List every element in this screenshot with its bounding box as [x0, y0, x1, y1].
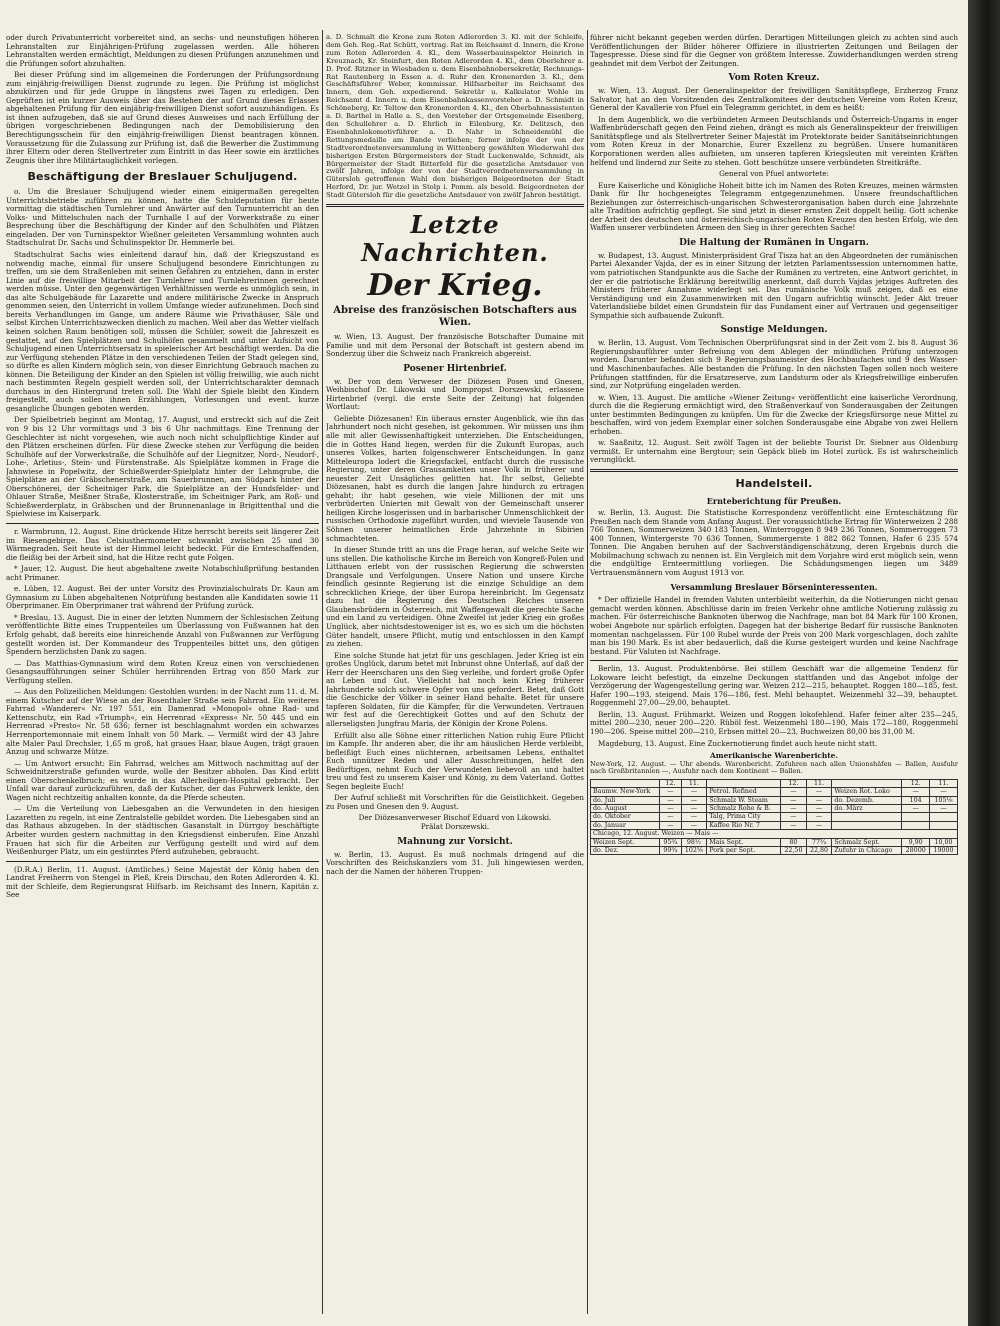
table-row — [591, 838, 958, 846]
paragraph: r. Warmbrunn, 12. August. Eine drückende Hitze herrscht bereits seit längerer Zeit im Riesengebirge. Das Celsiusthermometer schwankt zwischen 25 und 30 Wärmegraden. Seit heute ist der Himmel leicht bedeckt. Für die Ernteschaffenden, die fleißig bei der Arbeit sind, hat die Hitze recht gute Folgen. — [6, 526, 319, 562]
paragraph: * Der offizielle Handel in fremden Valuten unterbleibt weiterhin, da die Notierungen nicht genau gemacht werden können. Abschlüsse darin im freien Verkehr ohne amtliche Notierung zulässig zu machen. Für österreichische Banknoten überwog die Nachfrage, man bot 84 Mark für 100 Kronen, wobei Angebote nur spärlich erfolgten. Dagegen hat der bisherige Bedarf für russische Banknoten momentan nachgelassen. Für 100 Rubel wurde der Preis von 200 Mark vorgeschlagen, doch zahlte man bis 190 Mark. Es ist aber bedauerlich, daß die Kurse gesteigert wurden und keine Nachfrage bestand. Für Valuten ist Nachfrage. — [590, 595, 958, 656]
table-cell: — — [660, 796, 681, 804]
table-cell: do. Juli — [591, 796, 660, 804]
book-binding-edge — [968, 0, 1000, 1326]
table-cell: — — [781, 805, 807, 813]
table-cell: Weizen Sept. — [591, 838, 660, 846]
paragraph: Erfüllt also alle Söhne einer ritterlichen Nation ruhig Eure Pflicht im Kampfe. Ihr anderen aber, die ihr am häuslichen Herde verbleibt, befleißigt Euch eines nüchternen, arbeitsamen Lebens, enthaltet Euch unnützer Reden und aller Ausschreitungen, helfet den Bedürftigen, nehmt Euch der Verwundeten liebevoll an und haltet treu und fest zu unserem Kaiser und König, zu dem Vaterland. Gottes Segen begleite Euch! — [326, 730, 584, 791]
article-heading: Posener Hirtenbrief. — [403, 363, 507, 374]
table-cell: 98½ — [681, 838, 707, 846]
divider — [590, 660, 958, 661]
table-cell: 9,90 — [902, 838, 930, 846]
table-cell: 28000 — [902, 847, 930, 855]
table-cell: 80 — [781, 838, 807, 846]
table-cell — [930, 813, 958, 821]
table-cell: Mais Sept. — [707, 838, 781, 846]
paragraph: Magdeburg, 13. August. Eine Zuckernotierung findet auch heute nicht statt. — [598, 738, 878, 748]
paragraph: w. Wien, 13. August. Der Generalinspektor der freiwilligen Sanitätspflege, Erzherzog Franz Salvator, hat an den Vorsitzenden des Zentralkomitees der deutschen Vereine vom Roten Kreuz, General der Kavallerie von Pfuel ein Telegramm gerichtet, in dem es heißt: — [590, 86, 958, 113]
table-cell: 102⅝ — [681, 847, 707, 855]
paragraph: w. Wien, 13. August. Die amtliche »Wiener Zeitung« veröffentlicht eine kaiserliche Verordnung, durch die die Regierung ermächtigt wird, den Straßenverkauf von Sonderausgaben der Zeitungen unter bestimmten Bedingungen zu knüpfen. Um für die Zwecke der Kriegsfürsorge neue Mittel zu beschaffen, wird von jedem Exemplar einer solchen Sonderausgabe eine Abgabe von zwei Hellern erhoben. — [590, 392, 958, 436]
table-cell: — — [660, 805, 681, 813]
table-cell: 95¾ — [660, 838, 681, 846]
table-cell: — — [681, 813, 707, 821]
table-cell: do. Dez. — [591, 847, 660, 855]
divider — [6, 523, 319, 524]
table-cell: 104 — [902, 796, 930, 804]
table-cell: — — [806, 788, 832, 796]
column-rule — [322, 30, 323, 1314]
table-header-cell — [591, 779, 660, 787]
article-heading: Mahnung zur Vorsicht. — [397, 836, 513, 847]
table-row — [591, 847, 958, 855]
table-header-cell: 11. — [806, 779, 832, 787]
paragraph: Berlin, 13. August. Produktenbörse. Bei stillem Geschäft war die allgemeine Tendenz für Lokoware leicht befestigt, da einzelne Deckungen stattfanden und das Angebot infolge der Verzögerung der Wagengestellung gering war. Weizen 212—215, behauptet. Roggen 180—185, fest. Hafer 190—193, steigend. Mais 176—186, fest. Mehl behauptet. Weizenmehl 32—39, behauptet. Roggenmehl 27,00—29,00, behauptet. — [590, 664, 958, 708]
table-cell: — — [681, 821, 707, 829]
paragraph: a. D. Schmalt die Krone zum Roten Adlerorden 3. Kl. mit der Schleife, dem Geh. Reg.-Rat Schütt, vortrag. Rat im Reichsamt d. Innern, die Krone zum Roten Adlerorden 4. Kl., dem Wasserbauinspektor Heinrich in Kreuznach, Kr. Steinfurt, den Roten Adlerorden 4. Kl., dem Oberlehrer a. D. Prof. Ritzner in Wiesbaden u. dem Eisenbahnobersekretär, Rechnungs-Rat Rautenberg in Essen a. d. Ruhr den Kronenorden 3. Kl., dem Geschäftsführer Weber, kommissar. Hilfsarbeiter im Reichsamt des Innern, dem Geh. expedierend. Sekretär u. Kalkulator Wohle im Reichsamt d. Innern u. dem Eisenbahnkassenvorsteher a. D. Schmidt in Schöneberg, Kr. Teltow den Kronenorden 4. Kl., den Oberbahnassistenten a. D. Barthel in Halle a. S., den Vorsteher der Ortsgemeinde Eisenberg, den Schullehrer a. D. Ehrlich in Eilenburg, Kr. Delitzsch, den Eisenbahnlokomotivführer a. D. Nahr in Schneidemühl die Rettungsmedaille am Bande verliehen; ferner infolge der von der Stadtverordnetenversammlung in Wittenberg gewählten Wiederwahl des bisherigen Ersten Bürgermeisters der Stadt Luckenwalde, Schmidt, als Bürgermeister der Stadt Bitterfeld für die gesetzliche Amtsdauer von zwölf Jahren, infolge der von der Stadtverordnetenversammlung in Gütersloh getroffenen Wahl den bisherigen Beigeordneten der Stadt Herford, Dr. jur. Wetzel in Stolp i. Pomm. als besold. Beigeordneten der Stadt Gütersloh für die gesetzliche Amtsdauer von zwölf Jahren bestätigt. — [326, 34, 584, 200]
paragraph: Bei dieser Prüfung sind im allgemeinen die Forderungen der Prüfungsordnung zum einjährig-freiwilligen Dienst zugrunde zu legen. Die Prüfung ist möglichst abzukürzen und für jede Gruppe in längstens zwei Tagen zu erledigen. Den Geprüften ist ein kurzer Ausweis über das Bestehen der auf Grund dieses Erlasses abgehaltenen Prüfung für den einjährig-freiwilligen Dienst sofort auszuhändigen. Es ist ihnen aufzugeben, daß sie auf Grund dieses Ausweises und nach Erfüllung der übrigen vorgeschriebenen Bedingungen nach der Demobilisierung den Berechtigungsschein für den einjährig-freiwilligen Dienst beantragen können. Voraussetzung für die Zulassung zur Prüfung ist, daß die Bewerber die Zustimmung ihrer Eltern oder deren Stellvertreter zum Eintritt in das Heer sowie ein ärztliches Zeugnis über ihre Militärtauglichkeit vorlegen. — [6, 70, 319, 165]
paragraph: führer nicht bekannt gegeben werden dürfen. Derartigen Mitteilungen gleich zu achten sind auch Veröffentlichungen der Bilder höherer Offiziere in illustrierten Zeitungen und Beilagen der Tagespresse. Diese sind für die Gegner von größtem Interesse. Zuwiderhandlungen werden streng geahndet mit dem Verbot der Zeitungen. — [590, 34, 958, 68]
signature: Der Diözesanverweser Bischof Eduard von Likowski. Prälat Dorszewski. — [358, 813, 552, 832]
table-header-cell: 11. — [930, 779, 958, 787]
paragraph: — Das Matthias-Gymnasium wird dem Roten Kreuz einen von verschiedenen Gesangsaufführungen seiner Schüler herrührenden Ertrag von 850 Mark zur Verfügung stellen. — [6, 658, 319, 685]
paragraph: Stadtschulrat Sachs wies einleitend darauf hin, daß der Kriegszustand es notwendig mache, einmal für unsere Schuljugend besondere Einrichtungen zu treffen, um sie dem Straßenleben mit seinen Gefahren zu entziehen, dann in erster Linie auf die freiwillige Mitarbeit der Turnlehrer und Turnlehrerinnen gerechnet werden müsse. Unter den gegenwärtigen Verhältnissen werde es unmöglich sein, in das alte Schulgebäude für Lazarette und andere militärische Zwecke in Anspruch genommen seien, den Unterricht in vollem Umfange wieder aufzunehmen. Doch sind bereits Verhandlungen im Gange, um andere Räume wie Privathäuser, Säle und selbst Kirchen Unterrichtszwecken dienlich zu machen. Weil aber das Wetter vielfach keinen solchen Raum benötigen soll, müssen die Schüler, soweit die Jahreszeit es gestattet, auf den Spielplätzen und Schulhöfen gesammelt und unter Aufsicht von Schuljugend einen Unterrichtsersatz in spielerischer Art beschäftigt werden. Da die zur Verfügung stehenden Plätze in den verschiedenen Teilen der Stadt gelegen sind, so dürfte es allen Kindern möglich sein, von dieser Einrichtung Gebrauch machen zu können. Die Beteiligung der Kinder an den Spielen ist völlig freiwillig, wie auch nicht nach bestimmten Regeln gespielt werden soll, der Unterrichtscharakter demnach durchaus in den Hintergrund treten soll. Die Wahl der Spiele bleibt den Kindern freigestellt, auch sollen ihnen Erzählungen, Vorlesungen und event. kurze gesangliche Übungen geboten werden. — [6, 250, 319, 413]
table-cell — [902, 821, 930, 829]
paragraph: o. Um die Breslauer Schuljugend wieder einem einigermaßen geregelten Unterrichtsbetriebe zuführen zu können, hatte die Schuldeputation für heute vormittag die städtischen Turnlehrer und Anwärter auf den Turnunterricht an den Volks- und Mittelschulen nach der Turnhalle I auf der Vorwerkstraße zu einer Besprechung über die Beschäftigung der Kinder auf den Schulhöfen und Plätzen eingeladen. Der von Turninspektor Wießner geleiteten Versammlung wohnten auch Stadtschulrat Dr. Sachs und Schulinspektor Dr. Hemmerle bei. — [6, 187, 319, 248]
table-cell: Schmalz W. Steam — [707, 796, 781, 804]
table-cell — [832, 813, 902, 821]
table-cell: 10,00 — [930, 838, 958, 846]
table-header-cell — [832, 779, 902, 787]
divider — [590, 469, 958, 472]
table-cell: do. Oktober — [591, 813, 660, 821]
paragraph: w. Berlin, 13. August. Vom Technischen Oberprüfungsrat sind in der Zeit vom 2. bis 8. August 36 Regierungsbauführer unter Befreiung von dem Ablegen der mündlichen Prüfung unterzogen worden. Darunter befanden sich 9 Regierungsbaumeister des Hochbaufaches und 9 des Wasser- und Maschinenbaufaches. Alle bestanden die Prüfung. In den nächsten Tagen sollen noch weitere Prüfungen stattfinden, für die Ersatzreserve, zum Landsturm oder als Kriegsfreiwillige einberufen sind, zur Notprüfung eingeladen werden. — [590, 338, 958, 391]
paragraph: Berlin, 13. August. Frühmarkt. Weizen und Roggen lokofehlend. Hafer feiner alter 235—245, mittel 200—230, neuer 200—220. Rüböl fest. Weizenmehl 180—190, Mais 172—180, Roggenmehl 190—206. Speise mittel 200—210, Erbsen mittel 20—23, Buchweizen 80,00 bis 31,00 M. — [590, 709, 958, 736]
table-title: Amerikanische Warenberichte. — [710, 751, 838, 761]
table-row — [591, 805, 958, 813]
paragraph: w. Berlin, 13. August. Es muß nochmals dringend auf die Vorschriften des Reichskanzlers vom 31. Juli hingewiesen werden, nach der die Namen der höheren Truppen- — [326, 849, 584, 876]
section-heading-trade: Handelsteil. — [735, 476, 813, 490]
table-cell: do. August — [591, 805, 660, 813]
table-cell: 22,80 — [806, 847, 832, 855]
table-row — [591, 796, 958, 804]
paragraph: Der Spielbetrieb beginnt am Montag, 17. August, und erstreckt sich auf die Zeit von 9 bis 12 Uhr vormittags und 3 bis 6 Uhr nachmittags. Eine Trennung der Geschlechter ist nicht vorgesehen, wie auch noch nicht schulpflichtige Kinder auf den Plätzen erscheinen dürfen. Für diese Zwecke stehen zur Verfügung die beiden Schulhöfe auf der Vorwerkstraße, die Schulhöfe auf der Liegnitzer, Nord-, Neudorf-, Lohe-, Arletius-, Stein- und Fürstenstraße. Als Spielplätze kommen in Frage die Jahnwiese in Popelwitz, der Schießwerder-Spielplatz hinter der Lehmgrube, die Spielplätze an der Gräbschenerstraße, am Sauerbrunnen, am Südpark hinter der Oberschönerei, der Scheitniger Park, die Spielplätze an der Hundsfelder- und Ohlauer Straße, Meißner Straße, Klosterstraße, im Scheitniger Park, am Roß- und Schießwerderplatz, in Gräbschen und der Brunnenanlage in Brigittenthal und die Spielwiese im Kaiserpark. — [6, 415, 319, 519]
table-cell: — — [660, 813, 681, 821]
paragraph: w. Der von dem Verweser der Diözesen Posen und Gnesen, Weihbischof Dr. Likowski und Dompropst Dorszewski, erlassene Hirtenbrief (vergl. die erste Seite der Zeitung) hat folgenden Wortlaut: — [326, 376, 584, 412]
table-header-cell — [707, 779, 781, 787]
paragraph: — Aus den Polizeilichen Meldungen: Gestohlen wurden: in der Nacht zum 11. d. M. einem Kutscher auf der Wiese an der Rosenthaler Straße sein Fahrrad. Ein weiteres Fahrrad »Wanderer« Nr. 197 551, ein Damenrad »Monopol« ohne Rad- und Kettenschutz, ein Rad »Triumph«, ein Herrenrad »Express« Nr. 50 445 und ein Herrenrad »Presto« Nr. 58 636; ferner ist beschlagnahmt worden ein schwarzes Herrenportemonnaie mit einem Inhalt von 50 Mark. — Vermißt wird der 43 Jahre alte Maler Paul Drechsler, 1,65 m groß, hat graues Haar, blaue Augen, trägt grauen Anzug und schwarze Mütze. — [6, 687, 319, 757]
table-header-cell: 12. — [781, 779, 807, 787]
paragraph: oder durch Privatunterricht vorbereitet sind, an sechs- und neunstufigen höheren Lehranstalten zur Einjährigen-Prüfung zugelassen werden. Alle höheren Lehranstalten werden ermächtigt, Meldungen zu diesen Prüfungen anzunehmen und die Prüfungen sofort abzuhalten. — [6, 34, 319, 68]
table-row — [591, 813, 958, 821]
table-cell: Kaffee Rio Nr. 7 — [707, 821, 781, 829]
divider — [6, 861, 319, 862]
table-cell: — — [806, 813, 832, 821]
table-subtitle: New-York, 12. August. — Uhr abends. Warenbericht. Zufuhren nach allen Unionshäfen — Ballen, Ausfuhr nach Großbritannien —, Ausfuhr nach dem Kontinent — Ballen. — [590, 759, 958, 776]
paragraph: — Um Antwort ersucht: Ein Fahrrad, welches am Mittwoch nachmittag auf der Schweidnitzerstraße gefunden wurde, wolle der Besitzer abholen. Das Kind erlitt einen Oberschenkelbruch; es wurde in das Allerheiligen-Hospital gebracht. Der Unfall war darauf zurückzuführen, daß der Kutscher, der das Fuhrwerk lenkte, den Wagen nicht rechtzeitig anhalten konnte, da die Pferde scheuten. — [6, 758, 319, 802]
column-3 — [590, 34, 958, 1312]
table-cell: — — [781, 813, 807, 821]
paragraph: Eure Kaiserliche und Königliche Hoheit bitte ich im Namen des Roten Kreuzes, meinen wärmsten Dank für Ihr hochgeneigtes Telegramm entgegenzunehmen. Unsere freundschaftlichen Beziehungen zur österreichisch-ungarischen Schwesterorganisation haben durch eine Jahrzehnte alte Tradition aufrichtig gepflegt. Sie sind jetzt in dieser ernsten Zeit doppelt heilig. Gott schenke der Arbeit des deutschen und österreichisch-ungarischen Roten Kreuzes den besten Erfolg, wie den Waffen unserer verbündeten Armeen den Sieg in ihrer gerechten Sache! — [590, 180, 958, 233]
table-cell — [930, 821, 958, 829]
table-cell: Petrol. Refined — [707, 788, 781, 796]
table-cell: — — [806, 821, 832, 829]
table-cell: 77¾ — [806, 838, 832, 846]
table-header-cell: 12. — [660, 779, 681, 787]
section-heading-latest-news: Letzte Nachrichten. — [361, 210, 549, 268]
table-cell: — — [681, 796, 707, 804]
table-cell: — — [930, 788, 958, 796]
paragraph: * Jauer, 12. August. Die heut abgehaltene zweite Notabschlußprüfung bestanden acht Primaner. — [6, 564, 319, 582]
market-table — [590, 779, 958, 856]
table-cell: Pork per Sept. — [707, 847, 781, 855]
table-cell: Zufuhr in Chicago — [832, 847, 902, 855]
column-1 — [6, 34, 319, 1312]
table-cell: Talg, Prima City — [707, 813, 781, 821]
paragraph: — Um die Verteilung von Liebesgaben an die Verwundeten in den hiesigen Lazaretten zu regeln, ist eine Zentralstelle gebildet worden. Die Liebesgaben sind an das Rathaus abzugeben. In der städtischen Gasanstalt in Dürrgoy beschäftigte Arbeiter wurden gestern nachmittag in den Kriegsdienst einberufen. Eine Anzahl Frauen hat sich für die Arbeiten zur Verfügung gestellt und wird auf dem Weißenburger Platz, um ein gestürztes Pferd aufzuheben, gebraucht. — [6, 804, 319, 857]
table-cell: Baumw. New-York — [591, 788, 660, 796]
paragraph: Der Aufruf schließt mit Vorschriften für die Geistlichkeit. Gegeben zu Posen und Gnesen den 9. August. — [326, 793, 584, 811]
table-cell: do. Januar — [591, 821, 660, 829]
paragraph: In dieser Stunde tritt an uns die Frage heran, auf welche Seite wir uns stellen. Die katholische Kirche im Bereich von Kongreß-Polen und Litthauen erlebt von der russischen Regierung die schwersten Drangsale und Verfolgungen. Unsere Nation und unsere Kirche feindlich gesinnte Regierung ist die einzige Schuldige an dem schrecklichen Kriege, der über Europa hereinbricht. Im Gegensatz dazu hat die Regierung des Deutschen Reiches unseren Glaubensbrüdern in Österreich, mit Waffengewalt die gerechte Sache und ein Land zu verteidigen. Ohne Zweifel ist jeder Krieg ein großes Unglück, aber nichtsdestoweniger ist es, wo es sich um die höchsten Güter handelt, unsere Pflicht, mutig und entschlossen in den Kampf zu ziehen. — [326, 545, 584, 649]
table-cell: Schmalz Sept. — [832, 838, 902, 846]
table-cell: 99¾ — [660, 847, 681, 855]
table-cell: Weizen Rot. Loko — [832, 788, 902, 796]
article-heading: Versammlung Breslauer Börseninteressenten. — [670, 582, 878, 593]
paragraph: Geliebte Diözesanen! Ein überaus ernster Augenblick, wie ihn das Jahrhundert noch nicht gesehen, ist gekommen. Wir müssen uns ihm alle mit aller Gewissenhaftigkeit unterziehen. Die Entscheidungen, die in Gottes Hand liegen, werden für die Zukunft Europas, auch unseres Volkes, harten folgenschwerer Entscheidungen. In ganz Mitteleuropa lodert die Kriegsfackel, entfacht durch die russische Regierung, unter deren Grausamkeiten unser Volk in früherer und neuester Zeit Unsägliches gelitten hat. Ihr selbst, Geliebte Diözesanen, habt es durch die langen Jahre hindurch zu ertragen gehabt; ihr habt gesehen, wie viele Millionen der mit uns verbrüderten Unierten mit Gewalt von der Gemeinschaft unserer heiligen Kirche losgerissen und in barbarischer Unmenschlichkeit der russischen Orthodoxie zugeführt wurden, und wieviele Tausende von Söhnen unserer heimatlichen Erde Jahrzehnte in Sibirien schmachteten. — [326, 413, 584, 543]
paragraph: w. Saaßnitz, 12. August. Seit zwölf Tagen ist der beliebte Tourist Dr. Siebner aus Oldenburg vermißt. Er unternahm eine Bergtour; sein Gepäck blieb im Hotel zurück. Es ist wahrscheinlich verunglückt. — [590, 438, 958, 465]
table-row — [591, 788, 958, 796]
paragraph: Eine solche Stunde hat jetzt für uns geschlagen. Jeder Krieg ist ein großes Unglück, darum betet mit Inbrunst ohne Unterlaß, auf daß der Herr der Heerscharen uns den Sieg verleihe, und fordert große Opfer an Leben und Gut. Vielleicht hat noch kein Krieg früherer Jahrhunderte solch schwere Opfer von uns gefordert. Betet, daß Gott die Geschicke der Völker in seiner Hand behalte. Betet für unsere tapferen Soldaten, für die Kämpfer, für die Verwundeten. Vertrauen wir fest auf die Gerechtigkeit Gottes und auf den Schutz der allerseligsten Jungfrau Maria, der Königin der Krone Polens. — [326, 650, 584, 728]
table-cell: do. Dezemb. — [832, 796, 902, 804]
table-cell: — — [781, 821, 807, 829]
table-header-row — [591, 779, 958, 787]
article-heading: Vom Roten Kreuz. — [728, 73, 820, 84]
table-cell: — — [781, 796, 807, 804]
table-cell: 105⅛ — [930, 796, 958, 804]
paragraph: w. Budapest, 13. August. Ministerpräsident Graf Tisza hat an den Abgeordneten der rumänischen Partei Alexander Vajda, der es in einer Sitzung der letzten Parlamentssession unternommen hatte, vom patriotischen Standpunkte aus die Sache der Rumänen zu vertreten, eine Antwort gerichtet, in der er die patriotische Erklärung bereitwillig anerkennt, daß durch Vajdas jetziges Auftreten des Ministers früherer Annahme widerlegt sei. Das rumänische Volk muß zeigen, daß es eine Verständigung und ein Zusammenwirken mit den Ungarn aufrichtig wünscht. Jeder Akt treuer Vaterlandsliebe bildet einen Grundstein für das Fundament einer auf Vertrauen und gegenseitiger Sympathie sich aufbauende Zukunft. — [590, 250, 958, 320]
paragraph: General von Pfuel antwortete: — [719, 169, 829, 179]
paragraph: w. Berlin, 13. August. Die Statistische Korrespondenz veröffentlicht eine Ernteschätzung für Preußen nach dem Stande vom Anfang August. Der voraussichtliche Ertrag für Winterweizen 2 288 766 Tonnen, Sommerweizen 340 183 Tonnen, Winterroggen 8 949 236 Tonnen, Sommerroggen 73 400 Tonnen, Wintergerste 70 636 Tonnen, Sommergerste 1 882 862 Tonnen, Hafer 6 235 574 Tonnen. Die Angaben beruhen auf der Sachverständigenschätzung, deren Ergebnis durch die Mobilmachung schwach zu nennen ist. Ein Vergleich mit dem Vorjahre wird erst möglich sein, wenn die endgültige Ernteermittlung vorliegen. Die Schädungsmengen liegen um 3489 Vertrauensmännern vom August 1913 vor. — [590, 507, 958, 577]
table-cell: — — [930, 805, 958, 813]
article-heading: Abreise des französischen Botschafters aus Wien. — [333, 305, 577, 329]
article-heading: Die Haltung der Rumänen in Ungarn. — [679, 237, 869, 248]
table-cell: — — [660, 788, 681, 796]
column-2 — [326, 34, 584, 1312]
table-cell: Schmalz Rohe & B. — [707, 805, 781, 813]
table-cell: do. März — [832, 805, 902, 813]
table-header-cell: 12. — [902, 779, 930, 787]
column-rule — [587, 30, 588, 1314]
table-header-cell: 11. — [681, 779, 707, 787]
table-cell: 22,50 — [781, 847, 807, 855]
article-heading: Ernteberichtung für Preußen. — [706, 495, 842, 506]
table-row — [591, 830, 958, 838]
paragraph: * Breslau, 13. August. Die in einer der letzten Nummern der Schlesischen Zeitung veröffentlichte Bitte eines Truppenteiles um Überlassung von Fußwannen hat den Erfolg gehabt, daß bereits eine hinreichende Anzahl von Fußwannen zur Verfügung gestellt worden ist. Der Kommandeur des Truppenteiles bittet uns, den gütigen Spendern herzlichsten Dank zu sagen. — [6, 612, 319, 657]
table-cell: 19000 — [930, 847, 958, 855]
table-cell — [832, 821, 902, 829]
table-cell — [902, 813, 930, 821]
table-cell: — — [902, 805, 930, 813]
table-cell: — — [681, 788, 707, 796]
table-cell: — — [806, 805, 832, 813]
paragraph: w. Wien, 13. August. Der französische Botschafter Dumaine mit Familie und mit dem Personal der Botschaft ist gestern abend im Sonderzug über die Schweiz nach Frankreich abgereist. — [326, 332, 584, 359]
section-heading-war: Der Krieg. — [367, 268, 543, 304]
table-cell: — — [660, 821, 681, 829]
table-cell: — — [681, 805, 707, 813]
section-heading: Beschäftigung der Breslauer Schuljugend. — [27, 170, 298, 184]
table-cell: — — [902, 788, 930, 796]
divider — [326, 204, 584, 207]
table-cell: — — [781, 788, 807, 796]
table-row — [591, 821, 958, 829]
article-heading: Sonstige Meldungen. — [720, 325, 828, 336]
paragraph: In dem Augenblick, wo die verbündeten Armeen Deutschlands und Österreich-Ungarns in enger Waffenbrüderschaft gegen den Feind ziehen, drängt es mich als Generalinspekteur der freiwilligen Sanitätspflege und als Stellvertreter Seiner Majestät im Protektorate beider Sanitätseinrichtungen vom Roten Kreuz in der Monarchie, Eurer Exzellenz zu begrüßen. Unsere humanitären Korporationen werden alles aufbieten, um unseren tapferen Kriegsleuten mit vereinten Kräften helfend und lindernd zur Seite zu stehen. Gott beschütze unsere verbündeten Streitkräfte. — [590, 114, 958, 167]
paragraph: (D.R.A.) Berlin, 11. August. (Amtliches.) Seine Majestät der König haben den Landrat Freiherrn von Stengel in Pleß, Kreis Dirschau, den Roten Adlerorden 4. Kl. mit der Schleife, dem Regierungsrat Hilfsarb. im Reichsamt des Innern, Kapitän z. See — [6, 864, 319, 900]
table-cell: — — [806, 796, 832, 804]
table-cell: Chicago, 12. August. Weizen — Mais — — [591, 830, 958, 838]
paragraph: e. Lüben, 12. August. Bei der unter Vorsitz des Provinzialschulrats Dr. Kaun am Gymnasium zu Lüben abgehaltenen Notprüfung bestanden alle Kandidaten sowie 11 Oberprimaner. Ein Oberprimaner trat während der Prüfung zurück. — [6, 584, 319, 611]
